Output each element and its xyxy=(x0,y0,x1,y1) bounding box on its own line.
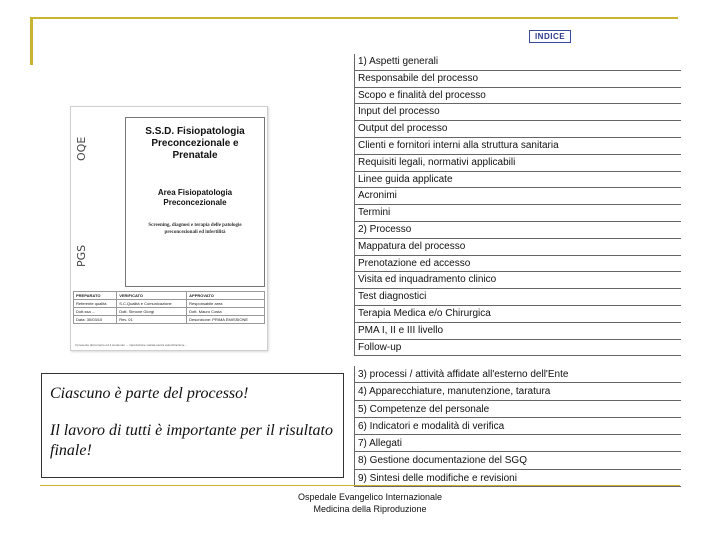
list-item: 7) Allegati xyxy=(355,435,681,452)
list-item: Clienti e fornitori interni alla struttura sanitaria xyxy=(355,138,681,155)
document-footnote: Il presente documento ed il contenuto ... riproduzione vietata senza autorizzazione ... xyxy=(75,343,188,347)
table-row: PREPARATO VERIFICATO APPROVATO xyxy=(74,292,265,300)
page-footer xyxy=(260,491,480,515)
index-title: INDICE xyxy=(529,30,571,43)
list-item: 4) Apparecchiature, manutenzione, taratura xyxy=(355,383,681,400)
list-item: Requisiti legali, normativi applicabili xyxy=(355,155,681,172)
document-description: Screening, diagnosi e terapia delle patologie preconcezionali ed infertilità xyxy=(148,223,242,235)
document-area: Area Fisiopatologia Preconcezionale xyxy=(157,188,233,207)
list-item: Terapia Medica e/o Chirurgica xyxy=(355,306,681,323)
document-cover-thumbnail xyxy=(70,106,268,351)
list-item: Mappatura del processo xyxy=(355,239,681,256)
index-list-bottom xyxy=(354,366,681,487)
motto-box xyxy=(41,373,344,478)
list-item: 5) Competenze del personale xyxy=(355,401,681,418)
list-item: Test diagnostici xyxy=(355,289,681,306)
table-row: Referente qualità S.C.Qualità e Comunicazione Responsabile area xyxy=(74,300,265,308)
document-side-code-bottom: PGS xyxy=(75,244,88,267)
table-row: Data: 30/03/10 Rev. 01 Descrizione: PRIMA EMISSIONE xyxy=(74,316,265,324)
list-item: Scopo e finalità del processo xyxy=(355,88,681,105)
list-item: Input del processo xyxy=(355,104,681,121)
motto-line-2: Il lavoro di tutti è importante per il risultato finale! xyxy=(50,422,333,459)
top-decoration-line xyxy=(30,17,678,19)
signature-table xyxy=(73,291,265,324)
bottom-decoration-line xyxy=(40,485,680,486)
document-title-box xyxy=(125,117,265,287)
list-item: 6) Indicatori e modalità di verifica xyxy=(355,418,681,435)
list-item: Responsabile del processo xyxy=(355,71,681,88)
list-item: Visita ed inquadramento clinico xyxy=(355,272,681,289)
list-item: 2) Processo xyxy=(355,222,681,239)
index-list-top xyxy=(354,54,681,356)
footer-hospital: Ospedale Evangelico Internazionale xyxy=(297,492,443,502)
list-item: 1) Aspetti generali xyxy=(355,54,681,71)
document-side-code-top: OQE xyxy=(75,136,88,161)
list-item: Follow-up xyxy=(355,340,681,357)
list-item: PMA I, II e III livello xyxy=(355,323,681,340)
list-item: Acronimi xyxy=(355,188,681,205)
list-item: Prenotazione ed accesso xyxy=(355,256,681,273)
list-item: 3) processi / attività affidate all'esterno dell'Ente xyxy=(355,366,681,383)
list-item: 9) Sintesi delle modifiche e revisioni xyxy=(355,470,681,487)
table-row: Dott.ssa ... Dott. Simone Giorgi Dott. Mauro Costa xyxy=(74,308,265,316)
footer-department: Medicina della Riproduzione xyxy=(313,504,427,514)
document-title: S.S.D. Fisiopatologia Preconcezionale e Prenatale xyxy=(145,126,245,161)
left-decoration-line xyxy=(30,17,33,65)
list-item: Linee guida applicate xyxy=(355,172,681,189)
list-item: 8) Gestione documentazione del SGQ xyxy=(355,452,681,469)
list-item: Output del processo xyxy=(355,121,681,138)
list-item: Termini xyxy=(355,205,681,222)
motto-line-1: Ciascuno è parte del processo! xyxy=(50,385,249,402)
